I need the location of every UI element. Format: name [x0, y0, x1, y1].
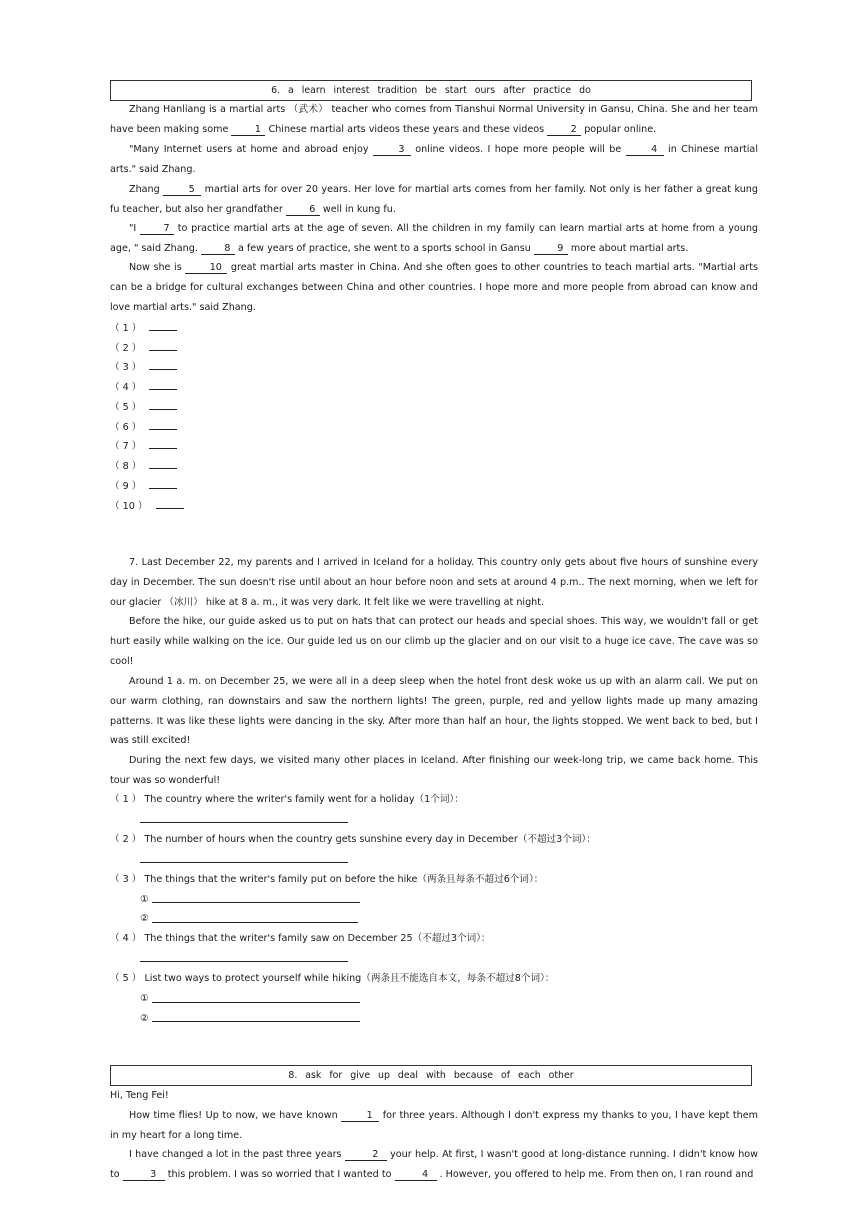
answer-line-q4[interactable] — [140, 960, 348, 962]
s7-paragraph-4: During the next few days, we visited many other places in Iceland. After finishing our week-long trip, we came back home. This tour was so wonderful! — [110, 755, 758, 786]
answer-line[interactable] — [149, 377, 177, 390]
letter-greeting: Hi, Teng Fei! — [110, 1090, 169, 1101]
answer-line[interactable] — [149, 357, 177, 370]
s7-question-2: （ 2 ） The number of hours when the country gets sunshine every day in December（不超过3个词）： — [110, 834, 596, 845]
answer-row-4: （ 4 ） — [110, 377, 177, 396]
blank-1[interactable]: 1 — [231, 124, 265, 136]
circle-number-1: ① — [140, 993, 149, 1004]
answer-row-6: （ 6 ） — [110, 417, 177, 436]
answer-line[interactable] — [149, 397, 177, 410]
s7-question-1: （ 1 ） The country where the writer's family went for a holiday（1个词）： — [110, 794, 464, 805]
answer-line-q1[interactable] — [140, 821, 348, 823]
blank-2[interactable]: 2 — [547, 124, 581, 136]
answer-line-q3-1[interactable] — [152, 901, 360, 903]
blank-5[interactable]: 5 — [163, 184, 201, 196]
answer-line-q2[interactable] — [140, 861, 348, 863]
word-bank-box-6: 6. a learn interest tradition be start ours after practice do — [110, 80, 752, 101]
answer-line-q5-1[interactable] — [152, 1001, 360, 1003]
circle-number-1: ① — [140, 894, 149, 905]
answer-row-5: （ 5 ） — [110, 397, 177, 416]
answer-row-1: （ 1 ） — [110, 318, 177, 337]
blank-4[interactable]: 4 — [395, 1169, 437, 1181]
blank-8[interactable]: 8 — [201, 243, 235, 255]
blank-9[interactable]: 9 — [534, 243, 568, 255]
s7-question-3: （ 3 ） The things that the writer's family put on before the hike（两条且每条不超过6个词）： — [110, 874, 544, 885]
s6-paragraph-1: Zhang Hanliang is a martial arts （武术） teacher who comes from Tianshui Normal University in Gansu, China. She and her team have been making some 1 Chinese martial arts videos these years and these videos 2 popular online. — [110, 104, 758, 135]
s7-question-5: （ 5 ） List two ways to protect yourself while hiking（两条且不能选自本文，每条不超过8个词）： — [110, 973, 555, 984]
answer-line[interactable] — [149, 436, 177, 449]
answer-line[interactable] — [149, 476, 177, 489]
answer-line-q3-2[interactable] — [152, 921, 358, 923]
answer-row-8: （ 8 ） — [110, 456, 177, 475]
s8-paragraph-1: How time flies! Up to now, we have known 1 for three years. Although I don't express my thanks to you, I have kept them in my heart for a long time. — [110, 1110, 758, 1141]
answer-line[interactable] — [149, 417, 177, 430]
s6-paragraph-5: Now she is 10 great martial arts master in China. And she often goes to other countries to teach martial arts. "Martial arts can be a bridge for cultural exchanges between China and other countries. I hope more and more people from abroad can know and love martial arts." said Zhang. — [110, 262, 759, 313]
blank-3[interactable]: 3 — [123, 1169, 165, 1181]
answer-line-q5-2[interactable] — [152, 1020, 360, 1022]
blank-4[interactable]: 4 — [626, 144, 664, 156]
answer-row-7: （ 7 ） — [110, 436, 177, 455]
answer-line[interactable] — [149, 456, 177, 469]
s7-question-4: （ 4 ） The things that the writer's family saw on December 25（不超过3个词）： — [110, 933, 491, 944]
blank-1[interactable]: 1 — [341, 1110, 379, 1122]
answer-line[interactable] — [156, 496, 184, 509]
s7-paragraph-2: Before the hike, our guide asked us to put on hats that can protect our heads and special shoes. This way, we wouldn't fall or get hurt easily while walking on the ice. Our guide led us on our climb up the glacier and on our visit to a huge ice cave. The cave was so cool! — [110, 616, 758, 667]
blank-2[interactable]: 2 — [345, 1149, 387, 1161]
blank-7[interactable]: 7 — [140, 223, 174, 235]
circle-number-2: ② — [140, 1013, 149, 1024]
s7-paragraph-3: Around 1 a. m. on December 25, we were all in a deep sleep when the hotel front desk woke us up with an alarm call. We put on our warm clothing, ran downstairs and saw the northern lights! The green, purple, red and yellow lights made up many amazing patterns. It was like these lights were dancing in the sky. After more than half an hour, the lights stopped. We went back to bed, but I was still excited! — [110, 676, 758, 747]
answer-row-9: （ 9 ） — [110, 476, 177, 495]
answer-line[interactable] — [149, 318, 177, 331]
answer-row-3: （ 3 ） — [110, 357, 177, 376]
blank-3[interactable]: 3 — [373, 144, 411, 156]
blank-6[interactable]: 6 — [286, 204, 320, 216]
s6-paragraph-3: Zhang 5 martial arts for over 20 years. Her love for martial arts comes from her family. Not only is her father a great kung fu teacher, but also her grandfather 6 well in kung fu. — [110, 184, 758, 215]
word-bank-box-8: 8. ask for give up deal with because of each other — [110, 1065, 752, 1086]
answer-line[interactable] — [149, 338, 177, 351]
s8-paragraph-2: I have changed a lot in the past three years 2 your help. At first, I wasn't good at long-distance running. I didn't know how to 3 this problem. I was so worried that I wanted to 4 . However, you offered to help me. From then on, I ran round and — [110, 1149, 758, 1180]
s6-paragraph-4: "I 7 to practice martial arts at the age of seven. All the children in my family can learn martial arts at home from a young age, " said Zhang. 8 a few years of practice, she went to a sports school in Gansu 9 more about martial arts. — [110, 223, 758, 254]
s7-paragraph-1: 7. Last December 22, my parents and I arrived in Iceland for a holiday. This country only gets about five hours of sunshine every day in December. The sun doesn't rise until about an hour before noon and sets at around 4 p.m.. The next morning, when we left for our glacier （冰川） hike at 8 a. m., it was very dark. It felt like we were travelling at night. — [110, 557, 758, 608]
answer-row-2: （ 2 ） — [110, 338, 177, 357]
circle-number-2: ② — [140, 913, 149, 924]
blank-10[interactable]: 10 — [185, 262, 227, 274]
answer-row-10: （ 10 ） — [110, 496, 184, 515]
s6-paragraph-2: "Many Internet users at home and abroad enjoy 3 online videos. I hope more people will be 4 in Chinese martial arts." said Zhang. — [110, 144, 758, 175]
